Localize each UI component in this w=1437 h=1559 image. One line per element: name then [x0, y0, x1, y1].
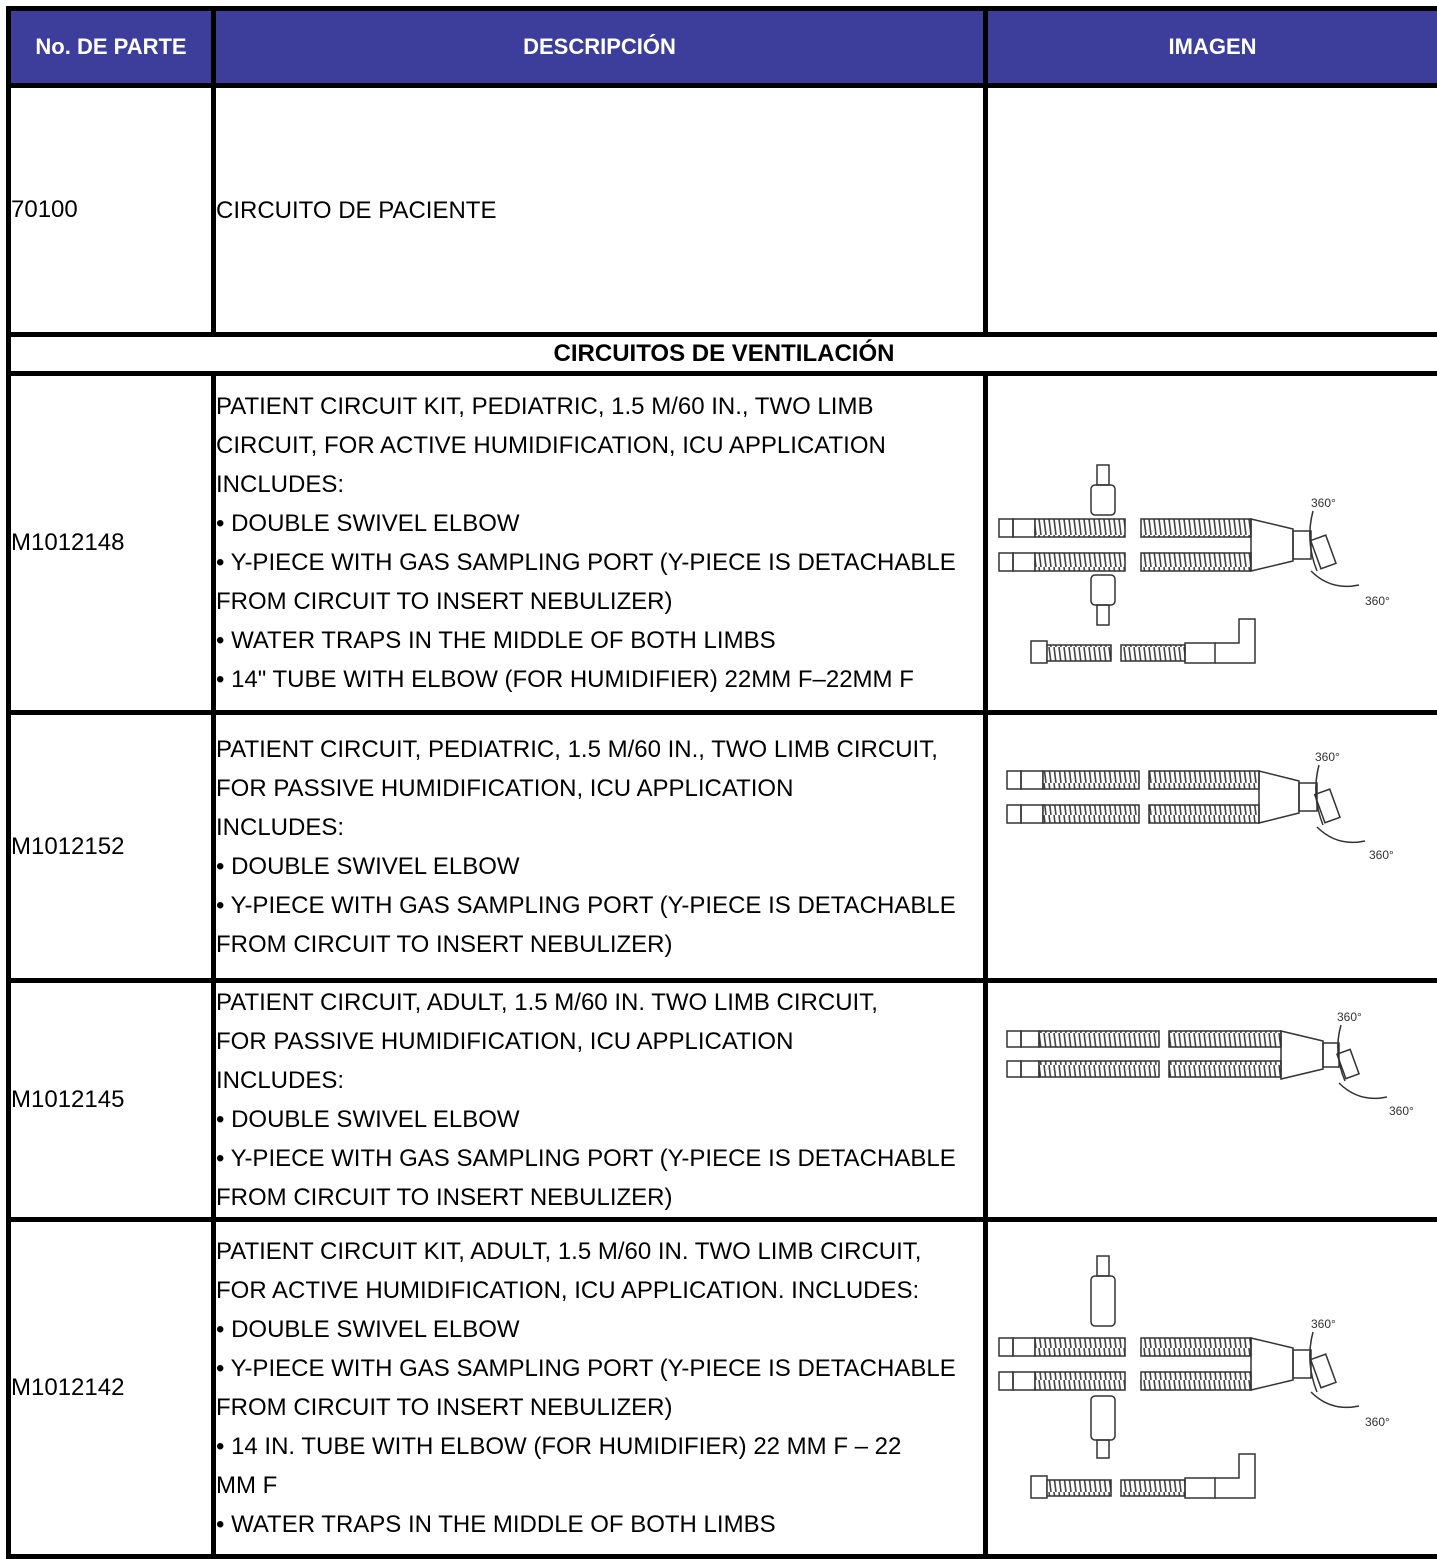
angle-label: 360° [1311, 1317, 1336, 1331]
table-row [9, 374, 1437, 713]
header-row [9, 9, 1437, 86]
circuit-active-humidification-adult-icon [993, 1236, 1433, 1536]
part-number: M1012148 [9, 374, 214, 713]
image-cell-empty [986, 86, 1437, 335]
description: CIRCUITO DE PACIENTE [214, 86, 986, 335]
header-image: IMAGEN [986, 9, 1437, 86]
angle-label: 360° [1365, 1415, 1390, 1429]
description-line: • Y-PIECE WITH GAS SAMPLING PORT (Y-PIECE IS DETACHABLE [216, 886, 983, 925]
description-line: • Y-PIECE WITH GAS SAMPLING PORT (Y-PIECE IS DETACHABLE [216, 1139, 983, 1178]
image-cell [986, 374, 1437, 713]
circuit-active-humidification-icon [993, 391, 1433, 691]
description-line: INCLUDES: [216, 808, 983, 847]
description-line: FOR PASSIVE HUMIDIFICATION, ICU APPLICATION [216, 769, 983, 808]
description [214, 374, 986, 713]
circuit-passive-humidification-adult-icon [993, 985, 1433, 1210]
part-number: M1012145 [9, 981, 214, 1220]
description-line: • WATER TRAPS IN THE MIDDLE OF BOTH LIMBS [216, 1505, 983, 1544]
description [214, 713, 986, 981]
description-line: FROM CIRCUIT TO INSERT NEBULIZER) [216, 925, 983, 964]
description-line: • Y-PIECE WITH GAS SAMPLING PORT (Y-PIECE IS DETACHABLE [216, 543, 983, 582]
angle-label: 360° [1315, 750, 1340, 764]
table-row [9, 981, 1437, 1220]
header-part-no: No. DE PARTE [9, 9, 214, 86]
parts-table [6, 6, 1437, 1559]
description-line: MM F [216, 1466, 983, 1505]
description-line: • WATER TRAPS IN THE MIDDLE OF BOTH LIMBS [216, 621, 983, 660]
header-description: DESCRIPCIÓN [214, 9, 986, 86]
description-line: FROM CIRCUIT TO INSERT NEBULIZER) [216, 582, 983, 621]
table-row [9, 1220, 1437, 1557]
description-line: PATIENT CIRCUIT, PEDIATRIC, 1.5 M/60 IN., TWO LIMB CIRCUIT, [216, 730, 983, 769]
angle-label: 360° [1369, 848, 1394, 862]
angle-label: 360° [1389, 1104, 1414, 1118]
description-line: • DOUBLE SWIVEL ELBOW [216, 1310, 983, 1349]
section-title: CIRCUITOS DE VENTILACIÓN [9, 335, 1437, 374]
description-line: FROM CIRCUIT TO INSERT NEBULIZER) [216, 1388, 983, 1427]
description-line: INCLUDES: [216, 1061, 983, 1100]
description-line: FROM CIRCUIT TO INSERT NEBULIZER) [216, 1178, 983, 1217]
image-cell [986, 713, 1437, 981]
description-line: PATIENT CIRCUIT KIT, PEDIATRIC, 1.5 M/60 IN., TWO LIMB [216, 387, 983, 426]
table-row [9, 713, 1437, 981]
description-line: FOR ACTIVE HUMIDIFICATION, ICU APPLICATION. INCLUDES: [216, 1271, 983, 1310]
description-line: CIRCUIT, FOR ACTIVE HUMIDIFICATION, ICU APPLICATION [216, 426, 983, 465]
circuit-passive-humidification-icon [993, 719, 1433, 969]
description-line: • 14" TUBE WITH ELBOW (FOR HUMIDIFIER) 22MM F–22MM F [216, 660, 983, 699]
section-row [9, 335, 1437, 374]
part-number: M1012142 [9, 1220, 214, 1557]
description-line: • Y-PIECE WITH GAS SAMPLING PORT (Y-PIECE IS DETACHABLE [216, 1349, 983, 1388]
image-cell [986, 981, 1437, 1220]
angle-label: 360° [1365, 594, 1390, 608]
image-cell [986, 1220, 1437, 1557]
description-line: • 14 IN. TUBE WITH ELBOW (FOR HUMIDIFIER) 22 MM F – 22 [216, 1427, 983, 1466]
description-line: PATIENT CIRCUIT, ADULT, 1.5 M/60 IN. TWO LIMB CIRCUIT, [216, 983, 983, 1022]
description-line: FOR PASSIVE HUMIDIFICATION, ICU APPLICATION [216, 1022, 983, 1061]
description-line: • DOUBLE SWIVEL ELBOW [216, 847, 983, 886]
table-row [9, 86, 1437, 335]
description [214, 1220, 986, 1557]
angle-label: 360° [1311, 496, 1336, 510]
description-line: INCLUDES: [216, 465, 983, 504]
description-line: • DOUBLE SWIVEL ELBOW [216, 1100, 983, 1139]
description-line: PATIENT CIRCUIT KIT, ADULT, 1.5 M/60 IN. TWO LIMB CIRCUIT, [216, 1232, 983, 1271]
angle-label: 360° [1337, 1010, 1362, 1024]
part-number: 70100 [9, 86, 214, 335]
part-number: M1012152 [9, 713, 214, 981]
description [214, 981, 986, 1220]
description-line: • DOUBLE SWIVEL ELBOW [216, 504, 983, 543]
